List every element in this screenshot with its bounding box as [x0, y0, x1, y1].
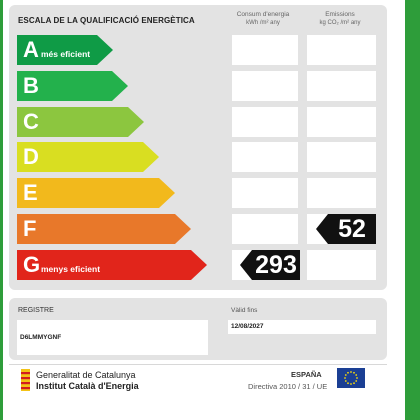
emissions-cell: [307, 107, 376, 137]
emissions-cell: [307, 71, 376, 101]
emissions-unit: kg CO₂ /m² any: [319, 20, 361, 26]
scale-title: ESCALA DE LA QUALIFICACIÓ ENERGÈTICA: [18, 16, 195, 25]
emissions-cell: [307, 142, 376, 172]
scale-arrow-c: [17, 107, 144, 137]
country-label: ESPAÑA: [291, 370, 322, 379]
scale-letter: C: [23, 109, 39, 134]
consumption-cell: [232, 35, 298, 65]
consumption-cell: [232, 214, 298, 244]
valid-until-label: Vàlid fins: [231, 307, 258, 314]
right-frame-border: [405, 0, 420, 420]
scale-letter: E: [23, 180, 38, 205]
footer-divider: [9, 364, 387, 365]
consumption-column-header: [228, 10, 298, 28]
scale-arrow-b: [17, 71, 128, 101]
scale-arrow-a: [17, 35, 113, 65]
left-frame-border: [0, 0, 3, 420]
consumption-cell: [232, 71, 298, 101]
emissions-column-header: [303, 10, 377, 28]
emissions-cell: [307, 250, 376, 280]
registration-label: REGISTRE: [18, 307, 54, 314]
scale-arrow-d: [17, 142, 159, 172]
scale-arrow-e: [17, 178, 175, 208]
scale-sublabel: més eficient: [41, 49, 91, 59]
scale-letter: F: [23, 216, 37, 241]
registration-value: D6LMMYGNF: [20, 334, 62, 341]
consumption-label: Consum d'energia: [236, 11, 290, 18]
scale-letter: A: [23, 37, 39, 62]
scale-arrow-g: [17, 250, 207, 280]
consumption-unit: kWh /m² any: [246, 20, 280, 26]
emissions-cell: [307, 35, 376, 65]
valid-until-value: 12/08/2027: [231, 323, 264, 330]
emissions-rating-badge: [316, 214, 376, 244]
consumption-cell: [232, 142, 298, 172]
eu-flag-icon: [337, 368, 365, 388]
scale-letter: G: [23, 252, 41, 277]
institute-name: Institut Català d'Energia: [36, 381, 139, 391]
scale-sublabel: menys eficient: [41, 264, 101, 274]
emissions-rating-badge-value: 52: [338, 215, 366, 243]
consumption-cell: [232, 107, 298, 137]
emissions-label: Emissions: [325, 11, 355, 18]
consumption-rating-badge-value: 293: [255, 251, 297, 279]
generalitat-flag-icon: [21, 369, 30, 391]
consumption-rating-badge: [240, 250, 300, 280]
emissions-cell: [307, 178, 376, 208]
organization-name: Generalitat de Catalunya: [36, 370, 136, 380]
scale-arrow-f: [17, 214, 191, 244]
directive-label: Directiva 2010 / 31 / UE: [248, 382, 328, 391]
scale-letter: D: [23, 144, 39, 169]
scale-letter: B: [23, 73, 39, 98]
consumption-cell: [232, 178, 298, 208]
